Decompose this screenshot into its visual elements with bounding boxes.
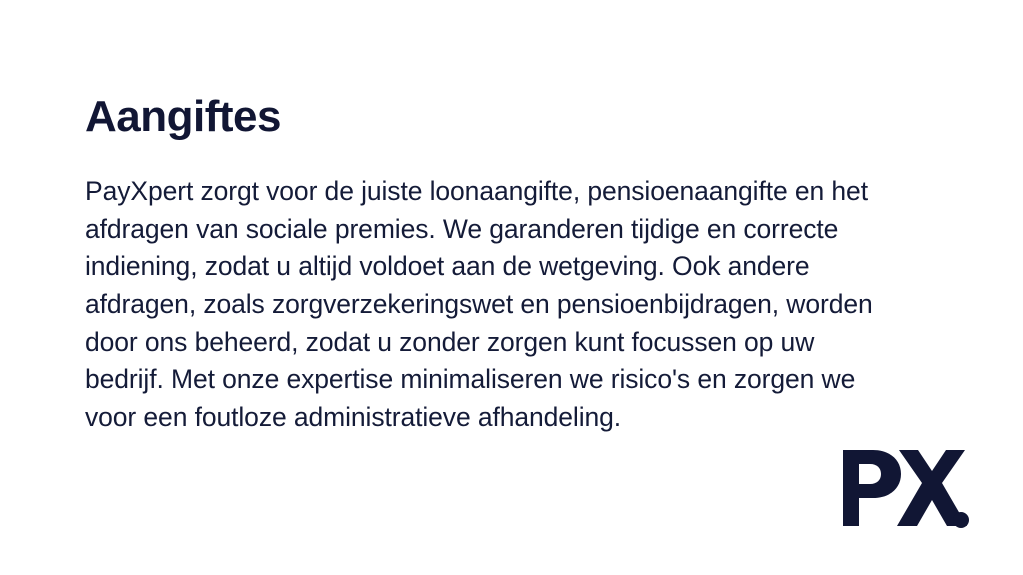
body-paragraph: PayXpert zorgt voor de juiste loonaangifte, pensioenaangifte en het afdragen van sociale premies. We garanderen tijdige en correcte indiening, zodat u altijd voldoet aan de wetgeving. Ook andere afdragen, zoals zorgverzekeringswet en pensioenbijdragen, worden door ons beheerd, zodat u zonder zorgen kunt focussen op uw bedrijf. Met onze expertise minimaliseren we risico's en zorgen we voor een foutloze administratieve afhandeling. — [85, 176, 873, 432]
page-title: Aangiftes — [85, 92, 281, 141]
slide-content — [85, 92, 885, 436]
px-logo — [841, 444, 971, 539]
